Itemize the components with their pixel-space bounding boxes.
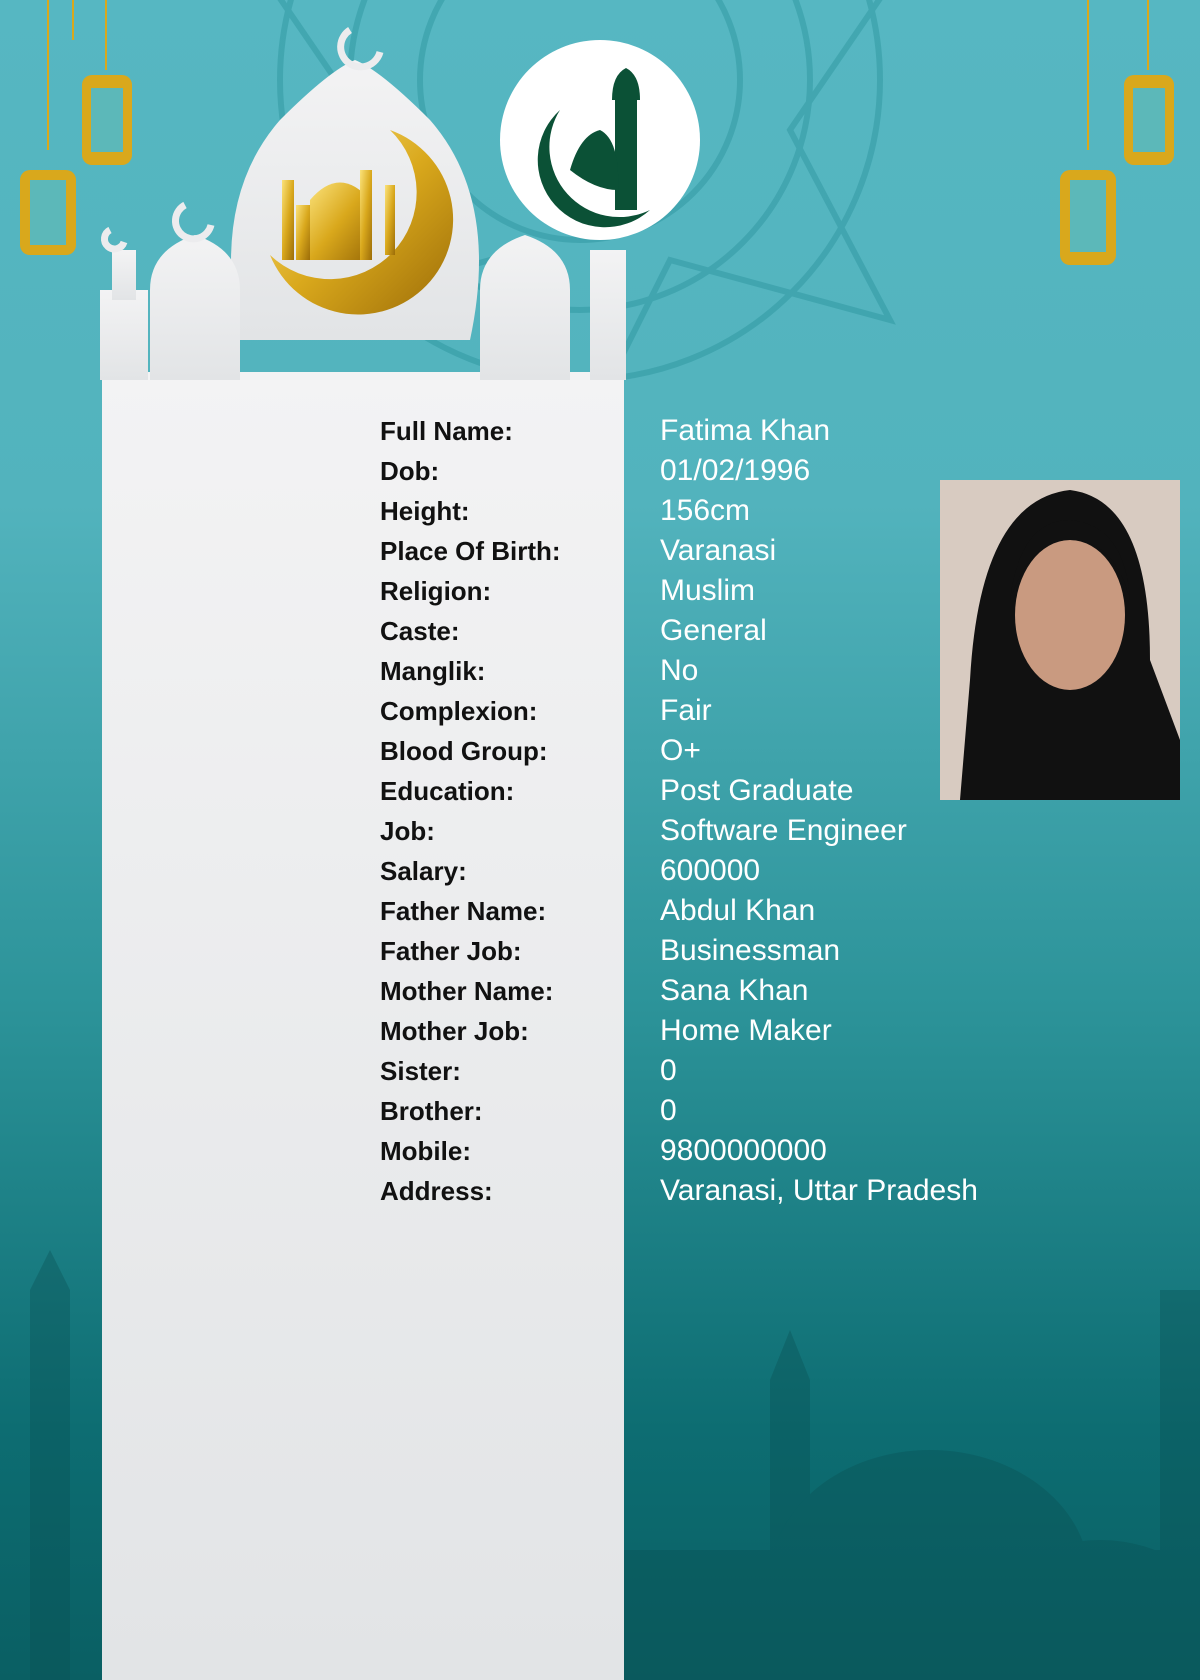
detail-row [380,731,701,771]
detail-row [380,1091,677,1131]
detail-value: Fair [660,694,712,727]
detail-label: Religion: [380,575,492,606]
logo-badge [500,40,700,240]
detail-label: Address: [380,1175,493,1206]
detail-value: No [660,654,699,687]
detail-row [380,771,853,811]
detail-value: Sana Khan [660,974,809,1007]
hanging-lantern-right [1050,0,1200,275]
detail-row [380,691,712,731]
detail-row [380,531,776,571]
detail-row [380,971,808,1011]
detail-value: Post Graduate [660,774,854,807]
detail-label: Manglik: [380,655,486,686]
detail-label: Mother Name: [380,975,554,1006]
mosque-crescent-icon [500,40,700,240]
detail-value: Varanasi [660,534,777,567]
detail-label: Sister: [380,1055,461,1086]
detail-row [380,411,830,451]
profile-photo [940,480,1180,800]
detail-label: Education: [380,775,515,806]
detail-row [380,571,755,611]
detail-value: 0 [660,1054,677,1087]
detail-row [380,851,760,891]
detail-label: Blood Group: [380,735,548,766]
detail-value: 600000 [660,854,761,887]
detail-value: Muslim [660,574,755,607]
detail-value: 9800000000 [660,1134,827,1167]
detail-value: 0 [660,1094,677,1127]
detail-value: Fatima Khan [660,414,831,447]
detail-value: Businessman [660,934,841,967]
detail-row [380,611,767,651]
detail-value: 01/02/1996 [660,454,811,487]
detail-label: Caste: [380,615,460,646]
detail-value: 156cm [660,494,751,527]
detail-row [380,811,907,851]
detail-row [380,651,698,691]
detail-row [380,1131,827,1171]
detail-row [380,451,810,491]
detail-row [380,1051,677,1091]
detail-label: Complexion: [380,695,538,726]
detail-row [380,491,750,531]
detail-row [380,1011,832,1051]
detail-label: Height: [380,495,470,526]
detail-label: Father Job: [380,935,522,966]
detail-label: Salary: [380,855,467,886]
detail-label: Job: [380,815,435,846]
detail-value: General [660,614,767,647]
detail-label: Brother: [380,1095,483,1126]
detail-row [380,931,840,971]
detail-label: Place Of Birth: [380,535,561,566]
detail-row [380,891,815,931]
detail-value: Abdul Khan [660,894,816,927]
detail-label: Mobile: [380,1135,471,1166]
detail-value: Varanasi, Uttar Pradesh [660,1174,978,1207]
detail-label: Father Name: [380,895,547,926]
detail-value: O+ [660,734,701,767]
hanging-lantern-left [18,0,168,275]
detail-label: Dob: [380,455,440,486]
detail-row [380,1171,978,1211]
detail-value: Software Engineer [660,814,907,847]
detail-label: Mother Job: [380,1015,529,1046]
detail-label: Full Name: [380,415,513,446]
detail-value: Home Maker [660,1014,832,1047]
